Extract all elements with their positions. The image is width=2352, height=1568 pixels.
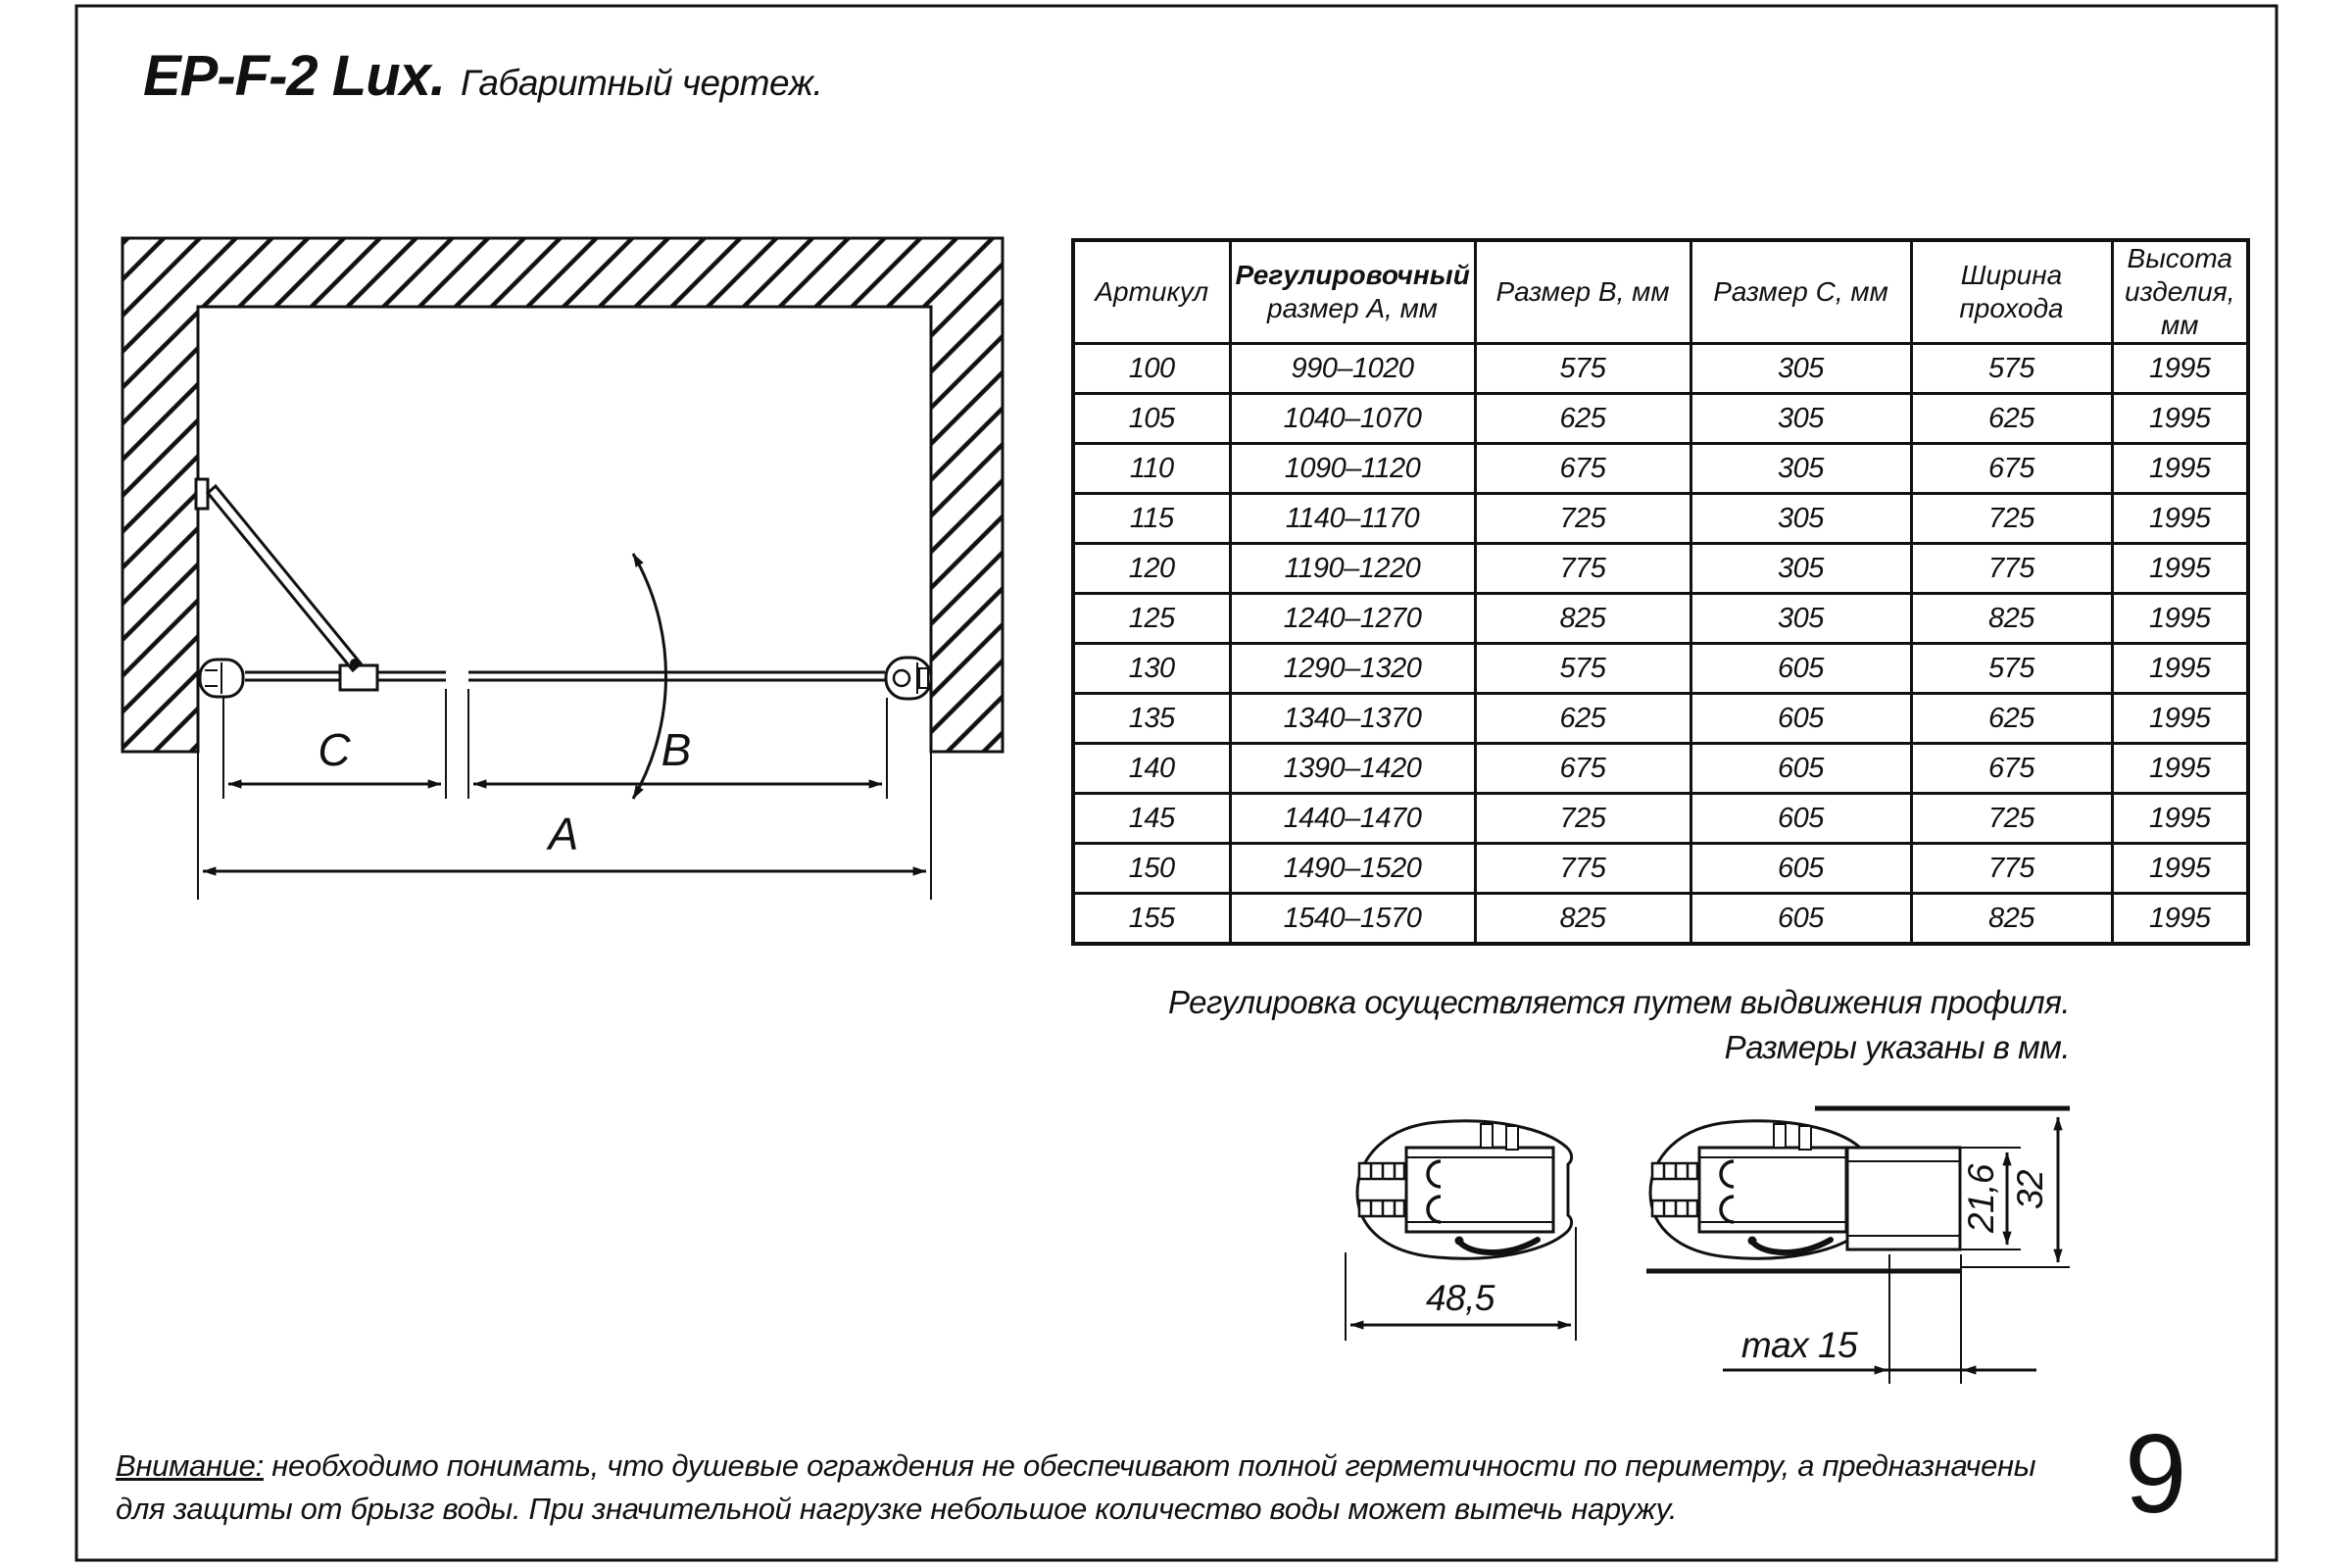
table-row — [1073, 544, 2248, 594]
col-header-size-c: Размер С, мм — [1690, 240, 1911, 344]
table-cell: 725 — [1475, 494, 1690, 544]
note-line-2: Размеры указаны в мм. — [1724, 1029, 2070, 1065]
table-cell: 625 — [1475, 694, 1690, 744]
table-cell: 675 — [1475, 444, 1690, 494]
table-cell: 675 — [1911, 744, 2112, 794]
table-cell: 825 — [1911, 594, 2112, 644]
table-cell: 1995 — [2112, 444, 2248, 494]
table-cell: 605 — [1690, 794, 1911, 844]
table-cell: 605 — [1690, 644, 1911, 694]
dim-label-a: A — [548, 808, 579, 859]
sheet-title — [143, 43, 822, 109]
page-number: 9 — [2125, 1412, 2187, 1537]
dim-label-c: C — [318, 724, 351, 775]
table-cell: 1240–1270 — [1230, 594, 1475, 644]
table-cell: 1140–1170 — [1230, 494, 1475, 544]
table-cell: 1290–1320 — [1230, 644, 1475, 694]
profile-max-offset-dim: max 15 — [1740, 1325, 1858, 1365]
size-spec-table — [1071, 238, 2250, 946]
adjustment-notes — [1127, 980, 2070, 1070]
dim-label-b: B — [661, 724, 692, 775]
table-cell: 605 — [1690, 844, 1911, 894]
niche-wall-hatch — [122, 238, 1003, 752]
table-cell: 120 — [1073, 544, 1230, 594]
table-row — [1073, 894, 2248, 945]
table-cell: 1490–1520 — [1230, 844, 1475, 894]
table-cell: 1090–1120 — [1230, 444, 1475, 494]
table-cell: 305 — [1690, 444, 1911, 494]
table-cell: 575 — [1475, 644, 1690, 694]
product-model: EP-F-2 Lux. — [143, 44, 446, 108]
folding-door-open — [196, 479, 361, 670]
table-header-row — [1073, 240, 2248, 344]
table-cell: 1190–1220 — [1230, 544, 1475, 594]
table-row — [1073, 844, 2248, 894]
table-cell: 1995 — [2112, 494, 2248, 544]
table-cell: 100 — [1073, 344, 1230, 394]
profile-width-dim: 48,5 — [1425, 1278, 1494, 1318]
table-cell: 150 — [1073, 844, 1230, 894]
table-cell: 725 — [1911, 794, 2112, 844]
table-cell: 1040–1070 — [1230, 394, 1475, 444]
table-cell: 140 — [1073, 744, 1230, 794]
warning-line-1: Внимание: необходимо понимать, что душевые ограждения не обеспечивают полной герметичности по периметру, а предназначены — [116, 1448, 2036, 1483]
table-cell: 1995 — [2112, 844, 2248, 894]
table-row — [1073, 394, 2248, 444]
table-cell: 825 — [1475, 894, 1690, 945]
table-row — [1073, 744, 2248, 794]
warning-text — [116, 1445, 2036, 1531]
profile-outer-height-dim: 32 — [2010, 1169, 2050, 1210]
table-cell: 990–1020 — [1230, 344, 1475, 394]
table-cell: 675 — [1911, 444, 2112, 494]
table-row — [1073, 694, 2248, 744]
table-cell: 305 — [1690, 494, 1911, 544]
profile-inner-height-dim: 21,6 — [1961, 1164, 2001, 1234]
table-cell: 1340–1370 — [1230, 694, 1475, 744]
table-cell: 1995 — [2112, 744, 2248, 794]
table-cell: 1540–1570 — [1230, 894, 1475, 945]
table-cell: 575 — [1911, 644, 2112, 694]
warning-line-2: для защиты от брызг воды. При значительной нагрузке небольшое количество воды может вытечь наружу. — [116, 1492, 1678, 1526]
table-cell: 775 — [1911, 544, 2112, 594]
table-cell: 1995 — [2112, 394, 2248, 444]
table-cell: 145 — [1073, 794, 1230, 844]
table-cell: 115 — [1073, 494, 1230, 544]
table-cell: 1995 — [2112, 344, 2248, 394]
table-cell: 775 — [1475, 544, 1690, 594]
table-row — [1073, 644, 2248, 694]
table-cell: 1390–1420 — [1230, 744, 1475, 794]
table-cell: 135 — [1073, 694, 1230, 744]
table-cell: 575 — [1475, 344, 1690, 394]
table-body — [1073, 344, 2248, 945]
table-cell: 605 — [1690, 694, 1911, 744]
drawing-type-label: Габаритный чертеж. — [461, 63, 823, 103]
table-row — [1073, 494, 2248, 544]
table-cell: 155 — [1073, 894, 1230, 945]
left-wall-profile — [200, 660, 243, 697]
table-cell: 305 — [1690, 544, 1911, 594]
table-cell: 110 — [1073, 444, 1230, 494]
right-wall-profile — [886, 658, 931, 699]
table-cell: 105 — [1073, 394, 1230, 444]
table-cell: 125 — [1073, 594, 1230, 644]
table-row — [1073, 444, 2248, 494]
table-row — [1073, 344, 2248, 394]
hinge-block — [340, 665, 377, 690]
col-header-product-height: Высота изделия, мм — [2112, 240, 2248, 344]
table-cell: 605 — [1690, 744, 1911, 794]
table-cell: 605 — [1690, 894, 1911, 945]
table-cell: 625 — [1911, 394, 2112, 444]
col-header-size-b: Размер В, мм — [1475, 240, 1690, 344]
warning-label: Внимание: — [116, 1448, 264, 1483]
table-cell: 305 — [1690, 594, 1911, 644]
table-cell: 305 — [1690, 394, 1911, 444]
table-cell: 1440–1470 — [1230, 794, 1475, 844]
table-row — [1073, 594, 2248, 644]
table-cell: 130 — [1073, 644, 1230, 694]
table-cell: 725 — [1911, 494, 2112, 544]
table-cell: 825 — [1911, 894, 2112, 945]
table-cell: 625 — [1475, 394, 1690, 444]
table-cell: 1995 — [2112, 794, 2248, 844]
table-cell: 575 — [1911, 344, 2112, 394]
table-cell: 625 — [1911, 694, 2112, 744]
table-cell: 825 — [1475, 594, 1690, 644]
col-header-adjustable-size-a: Регулировочный размер А, мм — [1230, 240, 1475, 344]
table-cell: 1995 — [2112, 894, 2248, 945]
note-line-1: Регулировка осуществляется путем выдвижения профиля. — [1167, 984, 2070, 1020]
table-cell: 675 — [1475, 744, 1690, 794]
table-cell: 1995 — [2112, 594, 2248, 644]
table-cell: 1995 — [2112, 644, 2248, 694]
table-cell: 775 — [1475, 844, 1690, 894]
table-cell: 305 — [1690, 344, 1911, 394]
table-row — [1073, 794, 2248, 844]
table-cell: 775 — [1911, 844, 2112, 894]
table-cell: 725 — [1475, 794, 1690, 844]
table-cell: 1995 — [2112, 544, 2248, 594]
col-header-passage-width: Ширина прохода — [1911, 240, 2112, 344]
table-cell: 1995 — [2112, 694, 2248, 744]
col-header-article: Артикул — [1073, 240, 1230, 344]
